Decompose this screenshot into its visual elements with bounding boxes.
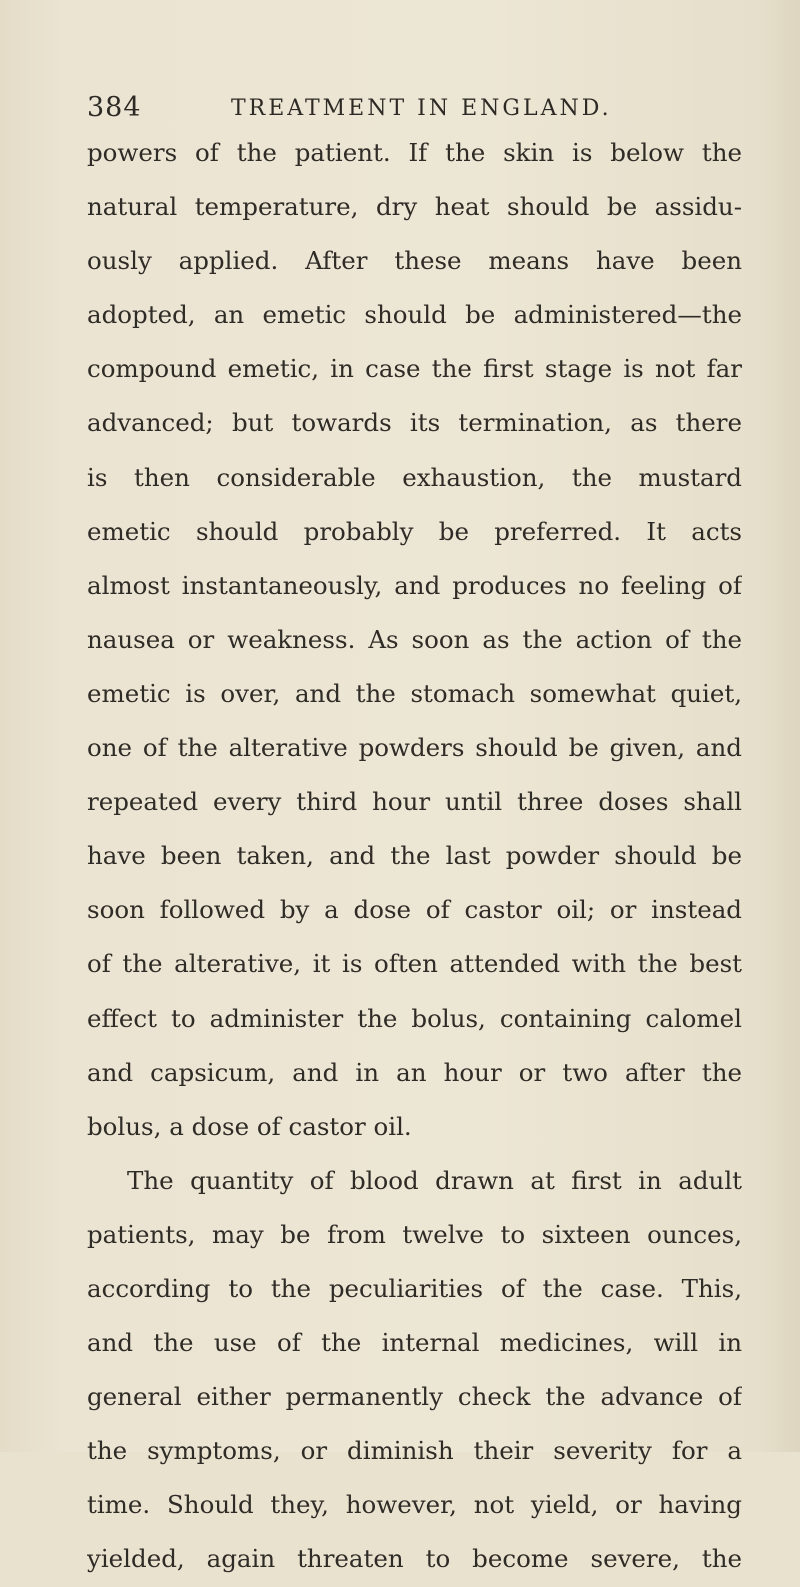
- text-line: time. Should they, however, not yield, or having: [87, 1490, 742, 1520]
- text-line: ously applied. After these means have been: [87, 246, 742, 276]
- text-line: emetic should probably be preferred. It acts: [87, 516, 742, 546]
- text-line: and the use of the internal medicines, will in: [87, 1328, 742, 1358]
- text-line: emetic is over, and the stomach somewhat quiet,: [87, 678, 742, 708]
- text-line: is then considerable exhaustion, the mustard: [87, 462, 742, 492]
- text-line: yielded, again threaten to become severe, the: [87, 1544, 742, 1574]
- text-line: of the alterative, it is often attended with the best: [87, 949, 742, 979]
- text-line: soon followed by a dose of castor oil; or instead: [87, 895, 742, 925]
- page-number: 384: [87, 92, 142, 123]
- text-line: nausea or weakness. As soon as the action of the: [87, 624, 742, 654]
- paragraph-end-line: bolus, a dose of castor oil.: [87, 1111, 412, 1141]
- text-line: according to the peculiarities of the case. This,: [87, 1273, 742, 1303]
- text-line: general either permanently check the advance of: [87, 1382, 742, 1412]
- text-line: powers of the patient. If the skin is below the: [87, 138, 742, 167]
- paragraph-start-line: The quantity of blood drawn at first in adult: [127, 1165, 742, 1195]
- body-text: [87, 126, 742, 1587]
- text-line: have been taken, and the last powder should be: [87, 841, 742, 871]
- text-line: advanced; but towards its termination, as there: [87, 408, 742, 438]
- text-line: and capsicum, and in an hour or two after the: [87, 1057, 742, 1087]
- text-line: almost instantaneously, and produces no feeling of: [87, 570, 742, 600]
- text-line: adopted, an emetic should be administered—the: [87, 300, 742, 330]
- text-line: the symptoms, or diminish their severity for a: [87, 1436, 742, 1466]
- text-line: natural temperature, dry heat should be assidu-: [87, 192, 742, 222]
- text-line: compound emetic, in case the first stage is not far: [87, 354, 742, 384]
- text-line: one of the alterative powders should be given, and: [87, 733, 742, 763]
- text-line: effect to administer the bolus, containing calomel: [87, 1003, 742, 1033]
- text-line: repeated every third hour until three doses shall: [87, 787, 742, 817]
- text-line: patients, may be from twelve to sixteen ounces,: [87, 1219, 742, 1249]
- running-head: TREATMENT IN ENGLAND.: [231, 96, 612, 121]
